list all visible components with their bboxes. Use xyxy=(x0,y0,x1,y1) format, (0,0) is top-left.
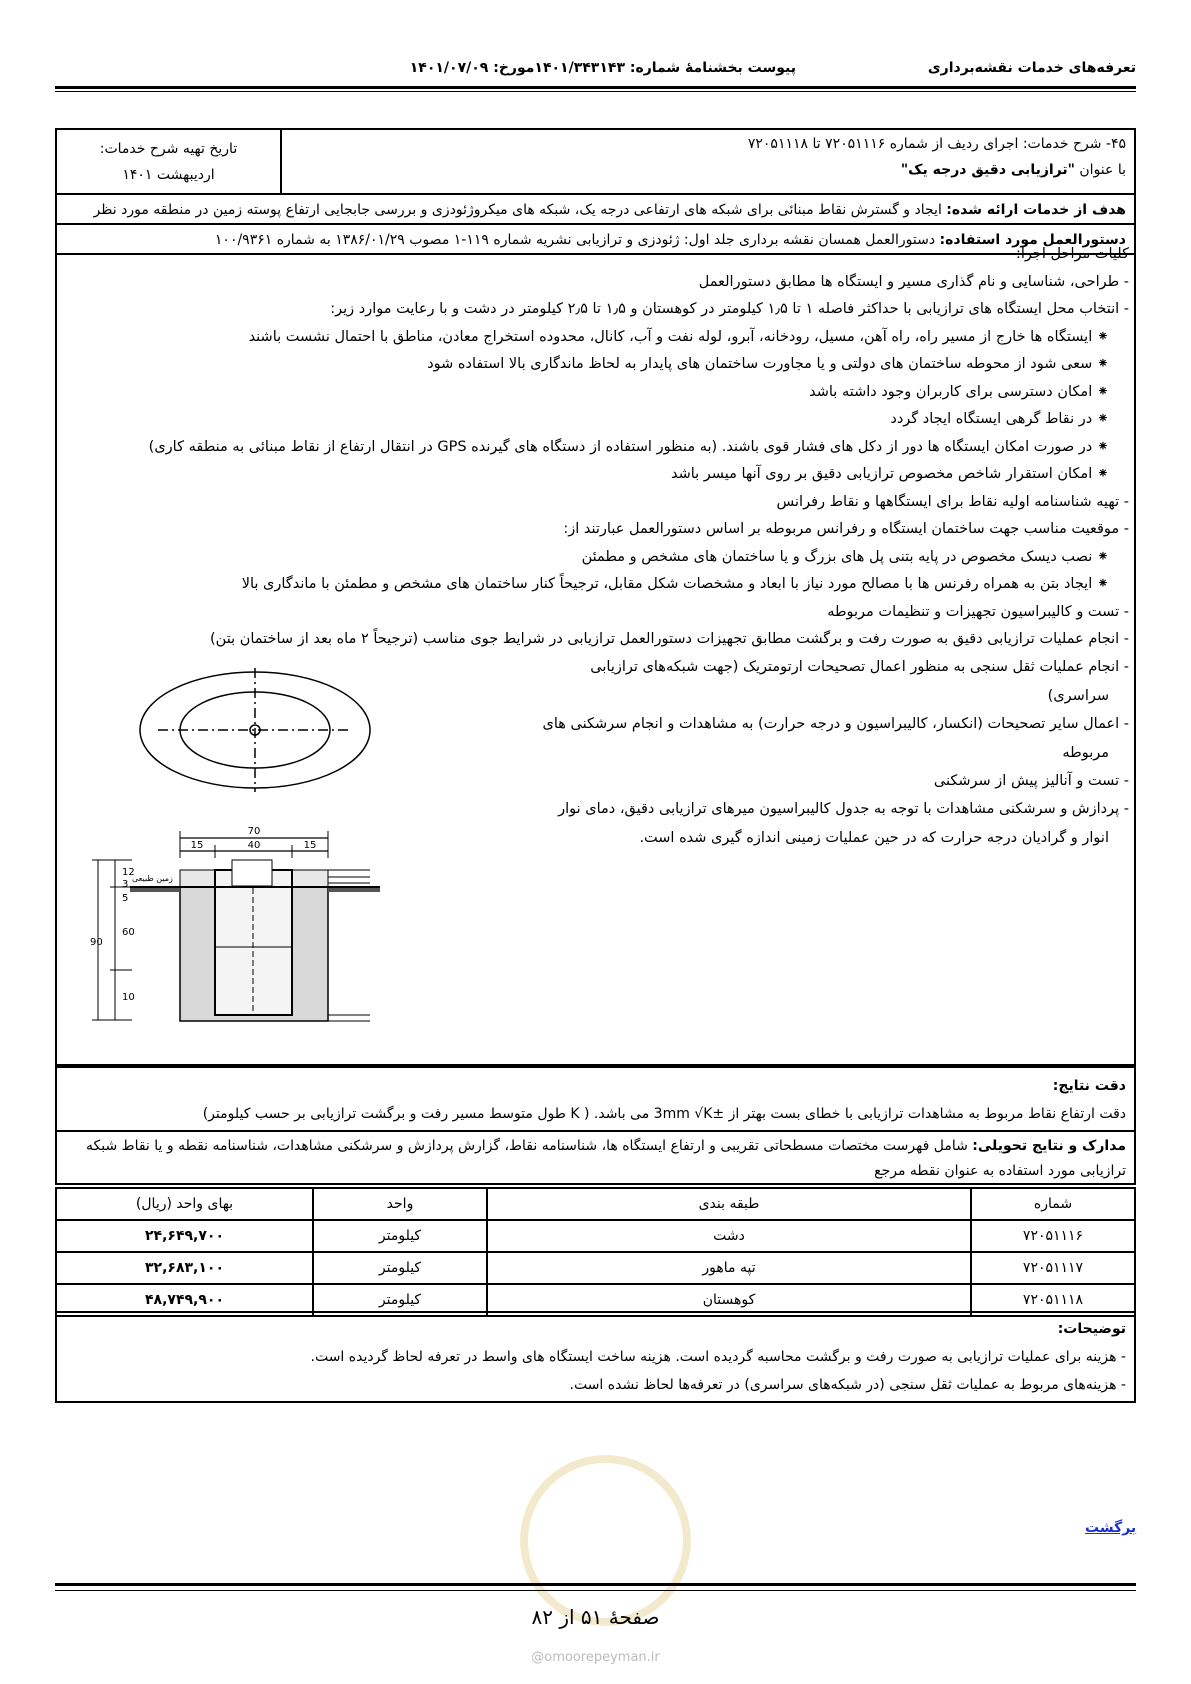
accuracy-text: دقت ارتفاع نقاط مربوط به مشاهدات ترازیابی با خطای بست بهتر از ±3mm √K می باشد. ( K طول متوسط مسیر رفت و برگشت ترازیابی بر حسب کیلومتر) xyxy=(202,1106,1126,1122)
step-7: - انجام عملیات ثقل سنجی به منظور اعمال تصحیحات ارتومتریک (جهت شبکه‌های ترازیابی xyxy=(590,659,1129,675)
cell-number: ۷۲۰۵۱۱۱۶ xyxy=(971,1220,1135,1252)
cell-class: کوهستان xyxy=(487,1284,971,1316)
stamp-seal xyxy=(520,1455,691,1626)
service-range: ۴۵- شرح خدمات: اجرای ردیف از شماره ۷۲۰۵۱۱۱۶ تا ۷۲۰۵۱۱۱۸ xyxy=(747,136,1126,152)
step-5: - تست و کالیبراسیون تجهیزات و تنظیمات مربوطه xyxy=(827,604,1129,620)
table-header-row xyxy=(56,1188,1135,1220)
service-name: با عنوان "ترازیابی دقیق درجه یک" xyxy=(900,162,1126,178)
col-header-unit: واحد xyxy=(313,1188,487,1220)
tariff-table xyxy=(55,1187,1136,1317)
dim-right: 15 xyxy=(303,840,317,851)
step-4: - موقعیت مناسب جهت ساختمان ایستگاه و رفرانس مربوطه بر اساس دستورالعمل عبارتند از: xyxy=(563,521,1129,537)
disc-top-view xyxy=(140,668,370,792)
back-link[interactable]: برگشت xyxy=(1085,1520,1137,1536)
step-4a: ⁕ نصب دیسک مخصوص در پایه بتنی پل های بزرگ و یا ساختمان های مشخص و مطمئن xyxy=(581,549,1109,565)
table-row xyxy=(56,1220,1135,1252)
step-7-cont: سراسری) xyxy=(1047,688,1109,704)
dim-h3: 3 xyxy=(122,879,129,890)
step-6: - انجام عملیات ترازیابی دقیق به صورت رفت و برگشت مطابق تجهیزات دستورالعمل ترازیابی در شرایط جوی مناسب (ترجیحاً ۲ ماه بعد از ساختمان بتن) xyxy=(210,631,1129,647)
header-rule xyxy=(55,86,1136,89)
col-header-number: شماره xyxy=(971,1188,1135,1220)
cell-class: تپه ماهور xyxy=(487,1252,971,1284)
table-row xyxy=(56,1252,1135,1284)
notes-label: توضیحات: xyxy=(1057,1321,1126,1337)
step-9: - تست و آنالیز پیش از سرشکنی xyxy=(933,773,1129,789)
step-2a: ⁕ ایستگاه ها خارج از مسیر راه، راه آهن، مسیل، رودخانه، آبرو، لوله نفت و آب، کانال، محدوده استخراج معادن، مناطق با احتمال نشست باشند xyxy=(248,329,1109,345)
dim-h12: 12 xyxy=(122,867,135,878)
service-name-bold: "ترازیابی دقیق درجه یک" xyxy=(900,162,1075,178)
col-header-price: بهای واحد (ریال) xyxy=(56,1188,313,1220)
cell-price: ۲۴,۶۴۹,۷۰۰ xyxy=(56,1220,313,1252)
dim-h90: 90 xyxy=(90,937,103,948)
dim-h60: 60 xyxy=(122,927,135,938)
dim-total: 70 xyxy=(247,826,261,837)
step-8-cont: مربوطه xyxy=(1062,745,1109,761)
step-1: - طراحی، شناسایی و نام گذاری مسیر و ایستگاه ها مطابق دستورالعمل xyxy=(698,274,1129,290)
step-2f: ⁕ امکان استقرار شاخص مخصوص ترازیابی دقیق بر روی آنها میسر باشد xyxy=(670,466,1109,482)
goal-row: هدف از خدمات ارائه شده: ایجاد و گسترش نقاط مبنائی برای شبکه های ارتفاعی درجه یک، شبکه های میکروژئودزی و بررسی جابجایی ارتفاع پوسته زمین در منطقه مورد نظر xyxy=(57,195,1134,225)
footer-rule xyxy=(55,1583,1136,1586)
cell-unit: کیلومتر xyxy=(313,1284,487,1316)
notes-box xyxy=(55,1311,1136,1403)
instruction-row: دستورالعمل مورد استفاده: دستورالعمل همسان نقشه برداری جلد اول: ژئودزی و ترازیابی نشریه شماره ۱۱۹-۱ مصوب ۱۳۸۶/۰۱/۲۹ به شماره ۱۰۰/۹۳۶۱ xyxy=(57,225,1134,255)
deliverables-line2: ترازیابی مورد استفاده به عنوان نقطه مرجع xyxy=(874,1163,1126,1179)
dim-left: 15 xyxy=(190,840,204,851)
note-1: - هزینه برای عملیات ترازیابی به صورت رفت و برگشت محاسبه گردیده است. هزینه ساخت ایستگاه های واسط در تعرفه لحاظ گردیده است. xyxy=(310,1349,1126,1365)
service-title-box xyxy=(55,128,1136,195)
footer-rule-thin xyxy=(55,1590,1136,1591)
accuracy-box xyxy=(55,1066,1136,1132)
page-header xyxy=(55,52,1136,84)
cell-unit: کیلومتر xyxy=(313,1220,487,1252)
col-header-class: طبقه بندی xyxy=(487,1188,971,1220)
cell-class: دشت xyxy=(487,1220,971,1252)
step-2: - انتخاب محل ایستگاه های ترازیابی با حداکثر فاصله ۱ تا ۱٫۵ کیلومتر در کوهستان و ۱٫۵ تا ۲٫۵ کیلومتر در دشت و با رعایت موارد زیر: xyxy=(330,301,1129,317)
accuracy-label: دقت نتایج: xyxy=(1052,1078,1126,1094)
prep-date-label: تاریخ تهیه شرح خدمات: xyxy=(99,141,238,157)
ground-label: زمین طبیعی xyxy=(132,874,173,883)
deliverables-box xyxy=(55,1130,1136,1185)
benchmark-section xyxy=(92,831,380,1021)
cell-number: ۷۲۰۵۱۱۱۷ xyxy=(971,1252,1135,1284)
deliverables-line1: مدارک و نتایج تحویلی: شامل فهرست مختصات مسطحاتی تقریبی و ارتفاع ایستگاه ها، شناسنامه نقاط، گزارش پردازش و سرشکنی مشاهدات، شناسنامه نقطه و یا نقاط شبکه xyxy=(85,1138,1126,1154)
cell-price: ۴۸,۷۴۹,۹۰۰ xyxy=(56,1284,313,1316)
step-2d: ⁕ در نقاط گرهی ایستگاه ایجاد گردد xyxy=(890,411,1109,427)
header-rule-thin xyxy=(55,91,1136,92)
page-number: صفحهٔ ۵۱ از ۸۲ xyxy=(531,1605,660,1629)
cell-number: ۷۲۰۵۱۱۱۸ xyxy=(971,1284,1135,1316)
cell-unit: کیلومتر xyxy=(313,1252,487,1284)
prep-date-value: اردیبهشت ۱۴۰۱ xyxy=(122,167,215,183)
step-3: - تهیه شناسنامه اولیه نقاط برای ایستگاهها و نقاط رفرانس xyxy=(776,494,1129,510)
prep-date xyxy=(57,130,282,193)
step-2c: ⁕ امکان دسترسی برای کاربران وجود داشته باشد xyxy=(809,384,1109,400)
step-8: - اعمال سایر تصحیحات (انکسار، کالیبراسیون و درجه حرارت) به مشاهدات و انجام سرشکنی های xyxy=(542,716,1129,732)
step-10-cont: انوار و گرادیان درجه حرارت که در حین عملیات زمینی اندازه گیری شده است. xyxy=(639,830,1109,846)
step-4b: ⁕ ایجاد بتن به همراه رفرنس ها با مصالح مورد نیاز با ابعاد و مشخصات شکل مقابل، ترجیحاً کنار ساختمان های مشخص و مطمئن با ماندگاری بالا xyxy=(241,576,1109,592)
note-2: - هزینه‌های مربوط به عملیات ثقل سنجی (در شبکه‌های سراسری) در تعرفه‌ها لحاظ نشده است. xyxy=(569,1377,1126,1393)
watermark: @omoorepeyman.ir xyxy=(531,1650,660,1665)
benchmark-drawing xyxy=(70,665,510,1060)
dim-mid: 40 xyxy=(247,840,261,851)
header-circular: پیوست بخشنامهٔ شماره: ۱۴۰۱/۳۴۳۱۴۳مورخ: ۱۴۰۱/۰۷/۰۹ xyxy=(409,60,796,76)
step-2b: ⁕ سعی شود از محوطه ساختمان های دولتی و یا مجاورت ساختمان های پایدار به لحاظ ماندگاری بالا استفاده شود xyxy=(427,356,1109,372)
step-2e: ⁕ در صورت امکان ایستگاه ها دور از دکل های فشار قوی باشند. (به منظور استفاده از دستگاه های گیرنده GPS در انتقال ارتفاع از نقاط مبنائی به منطقه کاری) xyxy=(148,439,1109,455)
cell-price: ۳۲,۶۸۳,۱۰۰ xyxy=(56,1252,313,1284)
dim-h10: 10 xyxy=(122,992,135,1003)
dim-h5: 5 xyxy=(122,893,129,904)
step-10: - پردازش و سرشکنی مشاهدات با توجه به جدول کالیبراسیون میرهای ترازیابی دقیق، دمای نوار xyxy=(558,801,1129,817)
steps-title: کلیات مراحل اجرا: xyxy=(1015,246,1129,262)
header-title: تعرفه‌های خدمات نقشه‌برداری xyxy=(927,60,1136,76)
